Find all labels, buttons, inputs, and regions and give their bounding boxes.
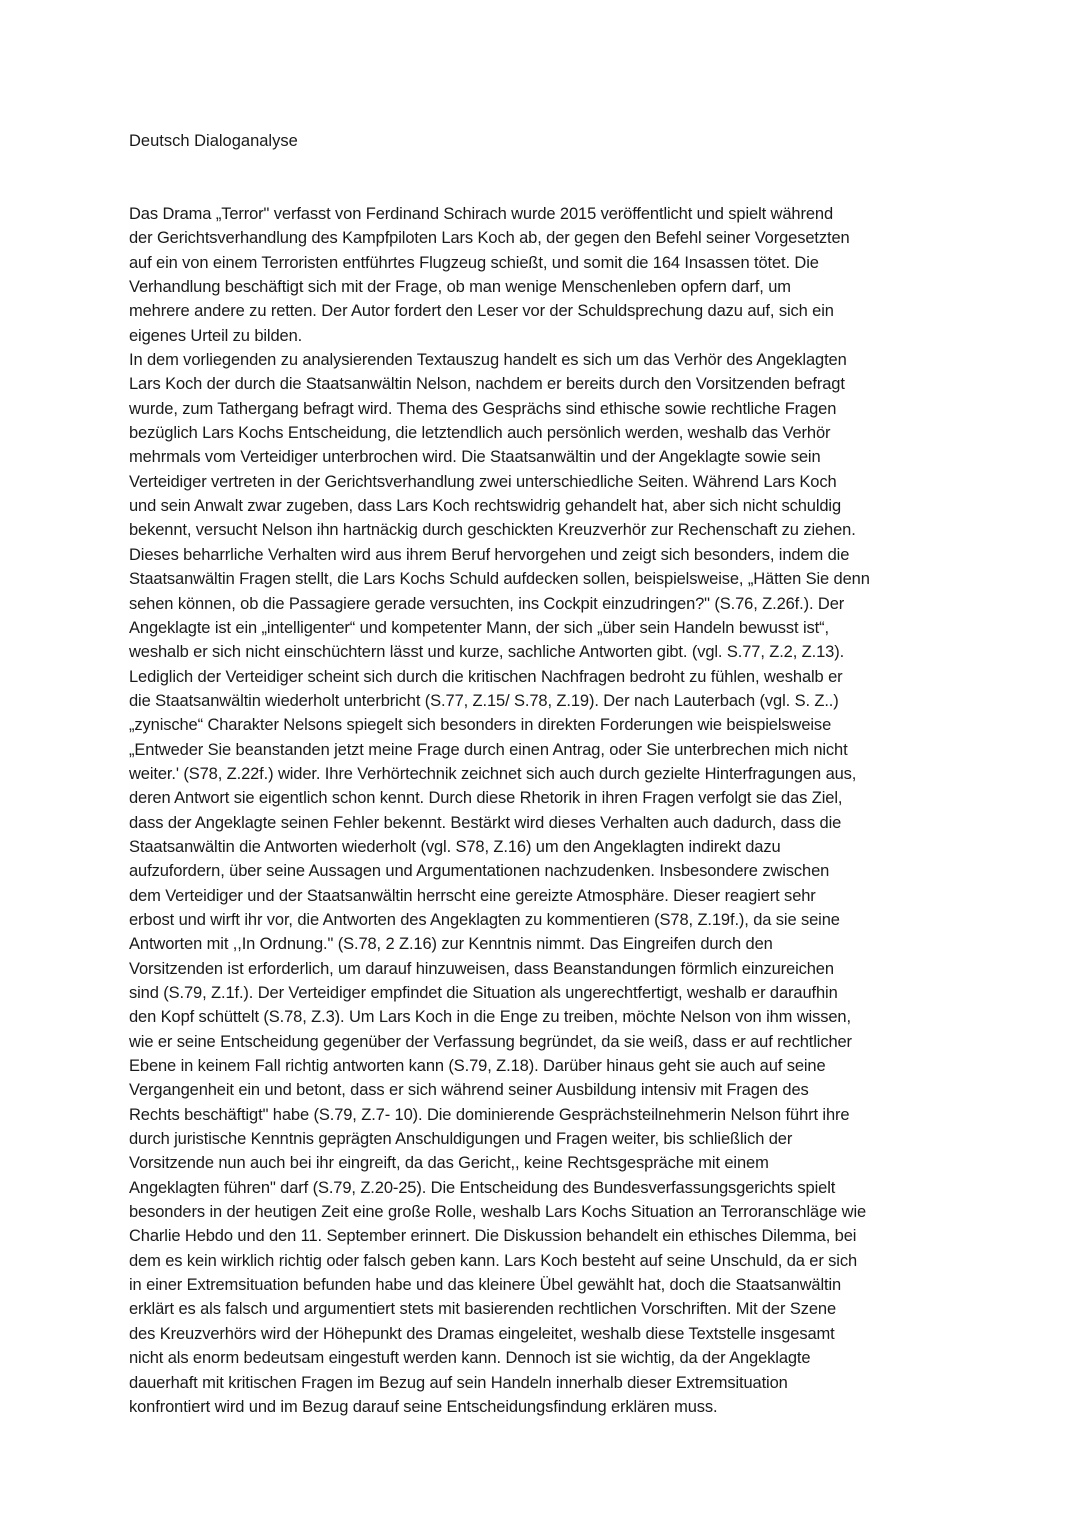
- text-line: bekennt, versucht Nelson ihn hartnäckig durch geschickten Kreuzverhör zur Rechenschaft zu ziehen.: [129, 521, 856, 540]
- text-line: Vorsitzende nun auch bei ihr eingreift, da das Gericht,, keine Rechtsgespräche mit einem: [129, 1154, 769, 1173]
- text-line: erbost und wirft ihr vor, die Antworten des Angeklagten zu kommentieren (S78, Z.19f.), da sie seine: [129, 910, 840, 929]
- text-line: Lediglich der Verteidiger scheint sich durch die kritischen Nachfragen bedroht zu fühlen, weshalb er: [129, 667, 843, 686]
- text-line: Staatsanwältin die Antworten wiederholt (vgl. S78, Z.16) um den Angeklagten indirekt dazu: [129, 837, 781, 856]
- text-line: Das Drama „Terror" verfasst von Ferdinand Schirach wurde 2015 veröffentlicht und spielt während: [129, 205, 833, 223]
- text-line: nicht als enorm bedeutsam eingestuft werden kann. Dennoch ist sie wichtig, da der Angeklagte: [129, 1349, 811, 1368]
- text-line: aufzufordern, über seine Aussagen und Argumentationen nachzudenken. Insbesondere zwischen: [129, 862, 830, 881]
- text-line: Charlie Hebdo und den 11. September erinnert. Die Diskussion behandelt ein ethisches Dilemma, bei: [129, 1227, 857, 1246]
- text-line: und sein Anwalt zwar zugeben, dass Lars Koch rechtswidrig gehandelt hat, aber sich nicht schuldig: [129, 497, 842, 516]
- document-body: [129, 202, 961, 1419]
- text-line: Staatsanwältin Fragen stellt, die Lars Kochs Schuld aufdecken sollen, beispielsweise, „Hätten Sie denn: [129, 570, 870, 589]
- text-line: sind (S.79, Z.1f.). Der Verteidiger empfindet die Situation als ungerechtfertigt, weshalb er daraufhin: [129, 984, 838, 1002]
- text-line: Angeklagten führen" darf (S.79, Z.20-25). Die Entscheidung des Bundesverfassungsgerichts spielt: [129, 1178, 836, 1197]
- text-line: der Gerichtsverhandlung des Kampfpiloten Lars Koch ab, der gegen den Befehl seiner Vorgesetzten: [129, 229, 850, 248]
- text-line: besonders in der heutigen Zeit eine große Rolle, weshalb Lars Kochs Situation an Terroranschläge wie: [129, 1203, 867, 1222]
- text-line: deren Antwort sie eigentlich schon kennt. Durch diese Rhetorik in ihren Fragen verfolgt sie das Ziel,: [129, 789, 843, 808]
- text-line: Lars Koch der durch die Staatsanwältin Nelson, nachdem er bereits durch den Vorsitzenden befragt: [129, 375, 845, 394]
- text-line: wie er seine Entscheidung gegenüber der Verfassung begründet, da sie weiß, dass er auf rechtlicher: [129, 1032, 852, 1051]
- text-line: mehrmals vom Verteidiger unterbrochen wird. Die Staatsanwältin und der Angeklagte sowie sein: [129, 448, 821, 467]
- text-line: in einer Extremsituation befunden habe und das kleinere Übel gewählt hat, doch die Staatsanwältin: [129, 1276, 842, 1295]
- text-line: Ebene in keinem Fall richtig antworten kann (S.79, Z.18). Darüber hinaus geht sie auch auf seine: [129, 1057, 826, 1076]
- text-line: des Kreuzverhörs wird der Höhepunkt des Dramas eingeleitet, weshalb diese Textstelle insgesamt: [129, 1324, 835, 1343]
- text-line: weiter.' (S78, Z.22f.) wider. Ihre Verhörtechnik zeichnet sich auch durch gezielte Hinterfragungen aus,: [129, 764, 857, 783]
- text-line: erklärt es als falsch und argumentiert stets mit basierenden rechtlichen Vorschriften. Mit der Szene: [129, 1300, 837, 1319]
- text-line: „Entweder Sie beanstanden jetzt meine Frage durch einen Antrag, oder Sie unterbrechen mich nicht: [129, 740, 848, 759]
- text-line: dauerhaft mit kritischen Fragen im Bezug auf sein Handeln innerhalb dieser Extremsituation: [129, 1373, 788, 1392]
- text-line: eigenes Urteil zu bilden.: [129, 326, 303, 345]
- text-line: dem es kein wirklich richtig oder falsch geben kann. Lars Koch besteht auf seine Unschuld, da er sich: [129, 1251, 858, 1270]
- text-line: mehrere andere zu retten. Der Autor fordert den Leser vor der Schuldsprechung dazu auf, sich ein: [129, 302, 834, 321]
- text-line: Angeklagte ist ein „intelligenter“ und kompetenter Mann, der sich „über sein Handeln bewusst ist“,: [129, 618, 829, 637]
- text-line: Dieses beharrliche Verhalten wird aus ihrem Beruf hervorgehen und zeigt sich besonders, indem die: [129, 545, 850, 564]
- text-line: weshalb er sich nicht einschüchtern lässt und kurze, sachliche Antworten gibt. (vgl. S.77, Z.2, Z.13).: [129, 643, 845, 662]
- text-line: Antworten mit ,,In Ordnung." (S.78, 2 Z.16) zur Kenntnis nimmt. Das Eingreifen durch den: [129, 935, 773, 954]
- text-line: konfrontiert wird und im Bezug darauf seine Entscheidungsfindung erklären muss.: [129, 1397, 718, 1416]
- text-line: wurde, zum Tathergang befragt wird. Thema des Gesprächs sind ethische sowie rechtliche Fragen: [129, 399, 837, 418]
- text-line: Verhandlung beschäftigt sich mit der Frage, ob man wenige Menschenleben opfern darf, um: [129, 278, 791, 297]
- text-line: durch juristische Kenntnis geprägten Anschuldigungen und Fragen weiter, bis schließlich der: [129, 1130, 793, 1149]
- text-line: Rechts beschäftigt" habe (S.79, Z.7- 10). Die dominierende Gesprächsteilnehmerin Nelson führt ihre: [129, 1105, 850, 1124]
- text-line: dass der Angeklagte seinen Fehler bekennt. Bestärkt wird dieses Verhalten auch dadurch, dass die: [129, 813, 842, 832]
- text-line: dem Verteidiger und der Staatsanwältin herrscht eine gereizte Atmosphäre. Dieser reagiert sehr: [129, 886, 816, 905]
- text-line: auf ein von einem Terroristen entführtes Flugzeug schießt, und somit die 164 Insassen tötet. Die: [129, 253, 819, 272]
- text-line: die Staatsanwältin wiederholt unterbricht (S.77, Z.15/ S.78, Z.19). Der nach Lauterbach (vgl. S. Z..): [129, 691, 839, 710]
- text-line: bezüglich Lars Kochs Entscheidung, die letztendlich auch persönlich werden, weshalb das Verhör: [129, 424, 831, 443]
- text-line: Verteidiger vertreten in der Gerichtsverhandlung zwei unterschiedliche Seiten. Während Lars Koch: [129, 472, 837, 491]
- text-line: Vorsitzenden ist erforderlich, um darauf hinzuweisen, dass Beanstandungen förmlich einzureichen: [129, 959, 834, 978]
- text-line: den Kopf schüttelt (S.78, Z.3). Um Lars Koch in die Enge zu treiben, möchte Nelson von ihm wissen,: [129, 1008, 851, 1027]
- text-line: In dem vorliegenden zu analysierenden Textauszug handelt es sich um das Verhör des Angeklagten: [129, 351, 847, 370]
- text-line: „zynische“ Charakter Nelsons spiegelt sich besonders in direkten Forderungen wie beispielsweise: [129, 716, 832, 735]
- text-line: Vergangenheit ein und betont, dass er sich während seiner Ausbildung intensiv mit Fragen des: [129, 1081, 809, 1100]
- document-title: Deutsch Dialoganalyse: [129, 132, 298, 150]
- text-line: sehen können, ob die Passagiere gerade versuchten, ins Cockpit einzudringen?" (S.76, Z.26f.). Der: [129, 594, 845, 613]
